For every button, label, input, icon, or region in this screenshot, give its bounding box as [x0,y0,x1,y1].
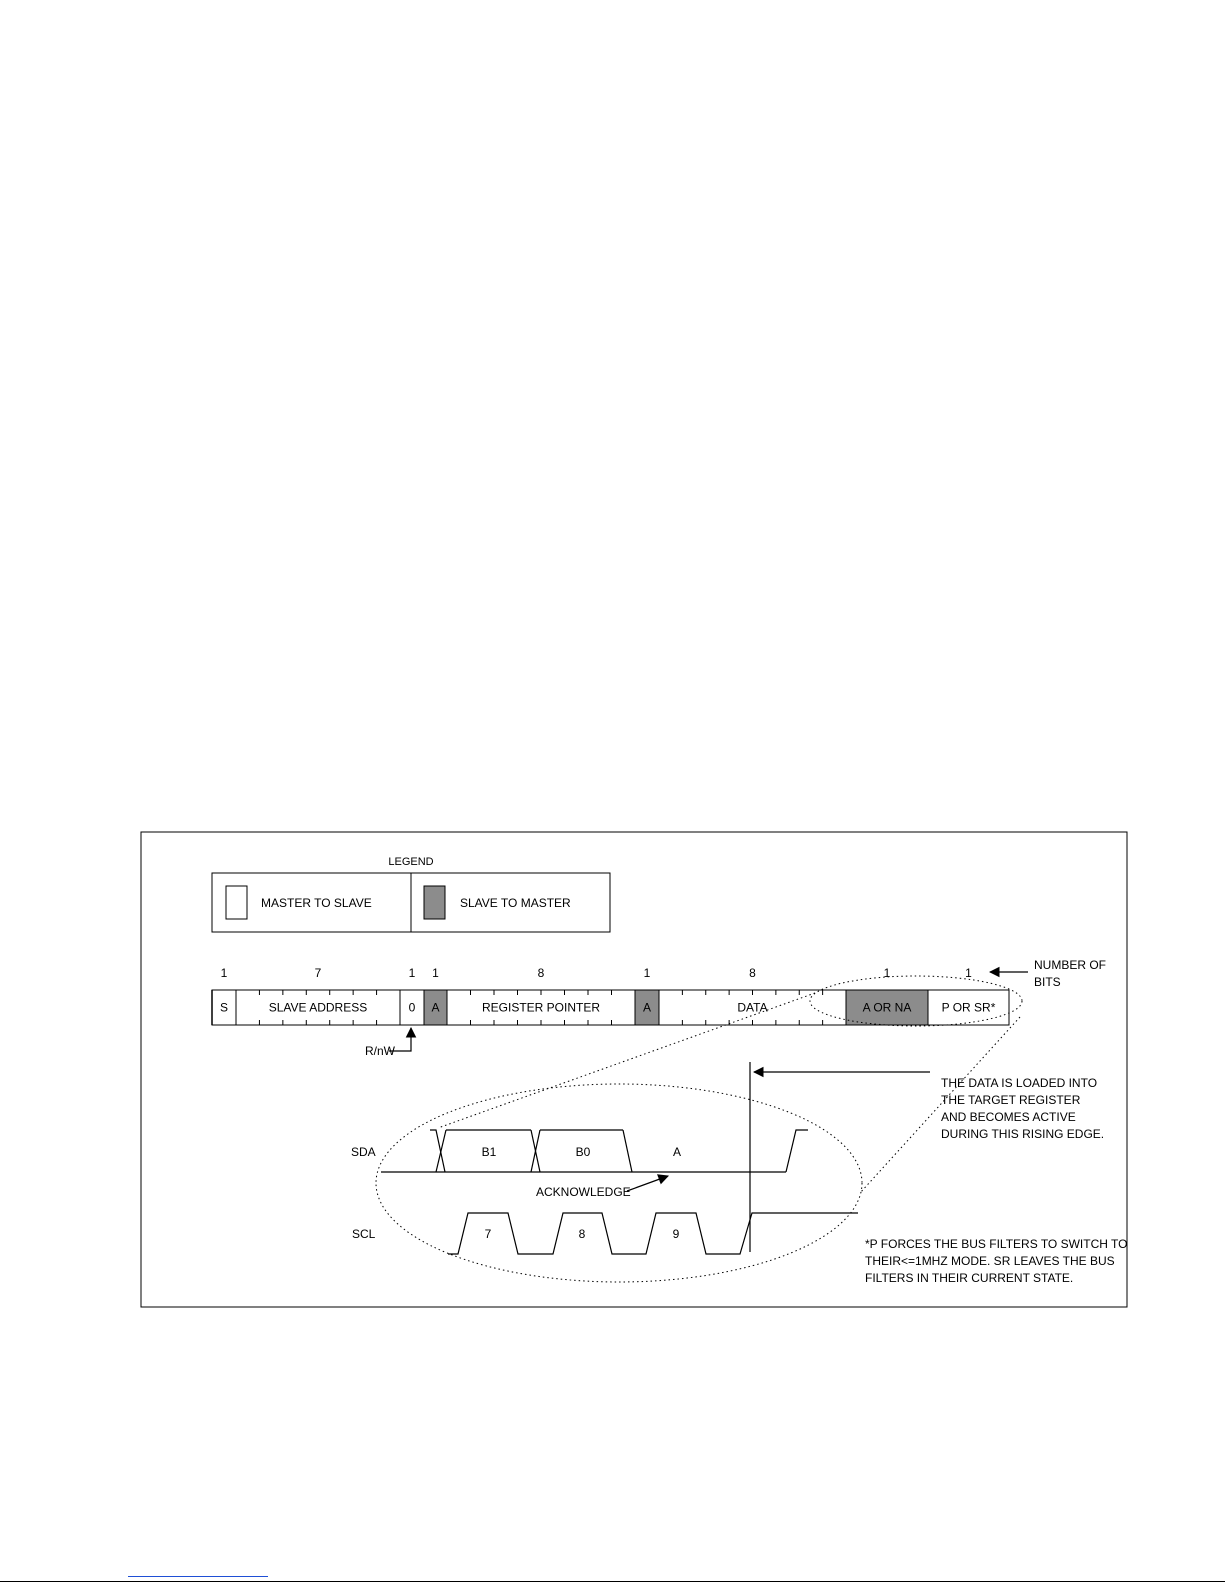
sda-label: SDA [351,1145,376,1159]
field-label-ack-2: A [642,1000,652,1015]
field-label-start: S [219,1000,229,1015]
bit-count-ack-or-nack: 1 [883,966,891,980]
legend-slave-swatch [424,886,445,919]
bit-count-ack-1: 1 [432,966,439,980]
footnote-line-1: *P FORCES THE BUS FILTERS TO SWITCH TO [865,1237,1128,1251]
scl-waveform [448,1213,858,1254]
bit-count-data: 8 [749,966,756,980]
scl-label: SCL [352,1227,376,1241]
legend-box [212,873,610,932]
bit-count-register-pointer: 8 [537,966,545,980]
field-label-ack-or-nack: A OR NA [862,1000,912,1015]
bit-count-start: 1 [220,966,228,980]
sda-bit-a: A [672,1145,682,1159]
number-of-bits-label-1: NUMBER OF [1034,958,1106,972]
scl-pulse-8: 8 [578,1227,586,1241]
acknowledge-label: ACKNOWLEDGE [536,1185,631,1199]
sda-bit-b1: B1 [481,1145,497,1159]
scl-pulse-7: 7 [484,1227,492,1241]
footnote-line-3: FILTERS IN THEIR CURRENT STATE. [865,1271,1074,1285]
load-note-line-2: THE TARGET REGISTER [941,1093,1081,1107]
load-note-line-1: THE DATA IS LOADED INTO [941,1076,1098,1090]
bit-count-stop-or-restart: 1 [965,966,972,980]
legend-master-label: MASTER TO SLAVE [261,896,372,910]
zoom-ellipse-large [376,1084,862,1282]
field-label-slave-address: SLAVE ADDRESS [268,1000,368,1015]
bit-count-slave-address: 7 [314,966,322,980]
acknowledge-arrow [627,1176,668,1191]
sda-waveform [381,1130,808,1172]
field-label-register-pointer: REGISTER POINTER [481,1000,601,1015]
load-note-line-3: AND BECOMES ACTIVE [941,1110,1076,1124]
footnote-line-2: THEIR<=1MHZ MODE. SR LEAVES THE BUS [865,1254,1115,1268]
scl-pulse-9: 9 [672,1227,680,1241]
footer-link-underline[interactable] [128,1576,268,1577]
bit-count-rnw-bit: 1 [408,966,416,980]
number-of-bits-label-2: BITS [1034,975,1061,989]
field-label-stop-or-restart: P OR SR* [941,1000,996,1015]
load-note-line-4: DURING THIS RISING EDGE. [941,1127,1105,1141]
field-label-rnw-bit: 0 [408,1000,416,1015]
frame-row [212,966,1009,1025]
field-label-ack-1: A [431,1000,440,1015]
legend-slave-label: SLAVE TO MASTER [460,896,571,910]
footer-rule [0,1581,1225,1582]
legend-title: LEGEND [388,856,434,868]
rnw-label: R/nW [365,1044,395,1058]
bit-count-ack-2: 1 [643,966,651,980]
sda-bit-b0: B0 [575,1145,591,1159]
legend-master-swatch [226,886,247,919]
field-label-data: DATA [737,1000,768,1015]
